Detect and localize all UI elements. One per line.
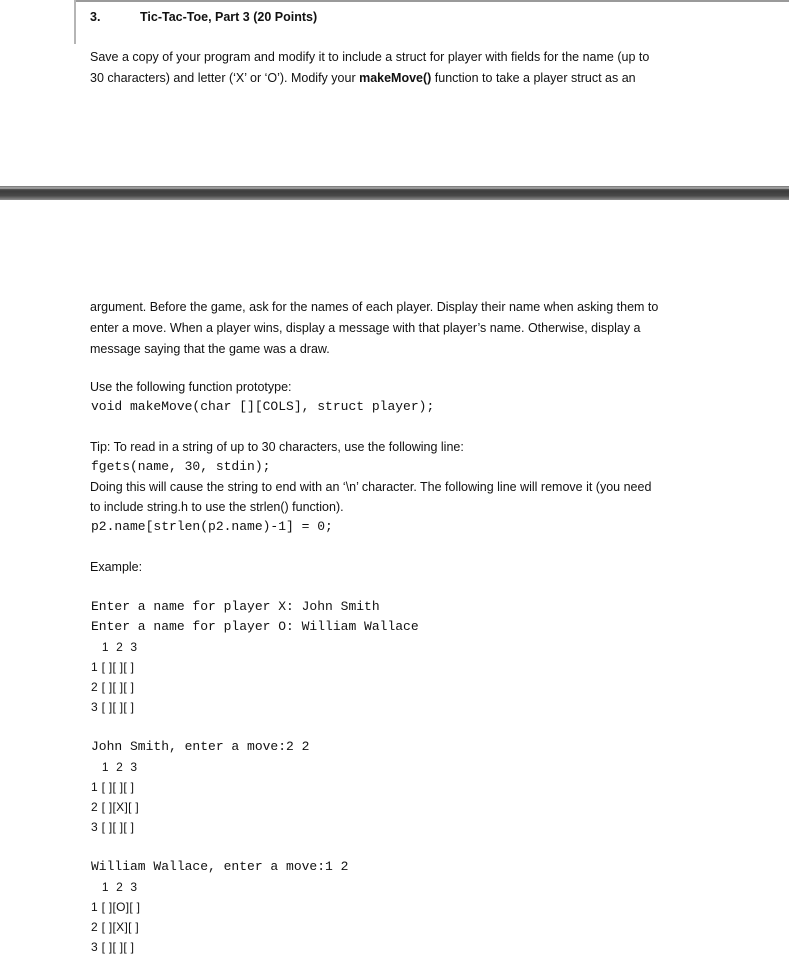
board-line: 1 2 3 — [91, 640, 138, 654]
example-move-2: William Wallace, enter a move:1 2 — [91, 859, 349, 874]
board-line: 2 [ ][X][ ] — [91, 920, 139, 934]
question-number: 3. — [90, 10, 101, 24]
board-line: 1 2 3 — [91, 880, 138, 894]
intro-line-2-start: 30 characters) and letter (‘X’ or ‘O’). Modify your — [90, 71, 360, 85]
continuation-paragraph — [90, 297, 730, 360]
example-label: Example: — [90, 560, 143, 574]
tip-line-2: Doing this will cause the string to end with an ‘\n’ character. The following line will remove it (you need — [90, 480, 652, 494]
board-line: 1 [ ][O][ ] — [91, 900, 141, 914]
example-prompt-o: Enter a name for player O: William Wallace — [91, 619, 419, 634]
example-move-1: John Smith, enter a move:2 2 — [91, 739, 310, 754]
continuation-line-2: enter a move. When a player wins, display a message with that player’s name. Otherwise, display a — [90, 321, 641, 335]
board-line: 1 [ ][ ][ ] — [91, 780, 135, 794]
example-prompt-x: Enter a name for player X: John Smith — [91, 599, 380, 614]
intro-line-2-end: function to take a player struct as an — [431, 71, 636, 85]
tip-line-1: Tip: To read in a string of up to 30 characters, use the following line: — [90, 440, 464, 454]
tip-code-fgets: fgets(name, 30, stdin); — [91, 459, 271, 474]
example-board-1 — [91, 637, 137, 717]
continuation-line-3: message saying that the game was a draw. — [90, 342, 330, 356]
intro-paragraph — [90, 47, 730, 89]
board-line: 3 [ ][ ][ ] — [91, 820, 135, 834]
board-line: 2 [ ][ ][ ] — [91, 680, 135, 694]
board-line: 1 [ ][ ][ ] — [91, 660, 135, 674]
example-board-3 — [91, 877, 140, 957]
continuation-line-1: argument. Before the game, ask for the names of each player. Display their name when asking them to — [90, 300, 659, 314]
question-title: Tic-Tac-Toe, Part 3 (20 Points) — [140, 10, 318, 24]
intro-line-1: Save a copy of your program and modify it to include a struct for player with fields for the name (up to — [90, 50, 650, 64]
example-board-2 — [91, 757, 139, 837]
board-line: 2 [ ][X][ ] — [91, 800, 139, 814]
prototype-code: void makeMove(char [][COLS], struct player); — [91, 399, 435, 414]
board-line: 3 [ ][ ][ ] — [91, 940, 135, 954]
page-left-border — [74, 0, 76, 44]
page-break-highlight — [0, 187, 789, 189]
intro-function-name: makeMove() — [359, 71, 432, 85]
tip-code-strlen: p2.name[strlen(p2.name)-1] = 0; — [91, 519, 333, 534]
tip-line-3: to include string.h to use the strlen() function). — [90, 500, 344, 514]
board-line: 3 [ ][ ][ ] — [91, 700, 135, 714]
board-line: 1 2 3 — [91, 760, 138, 774]
prototype-label: Use the following function prototype: — [90, 380, 292, 394]
page-top-border — [74, 0, 789, 2]
